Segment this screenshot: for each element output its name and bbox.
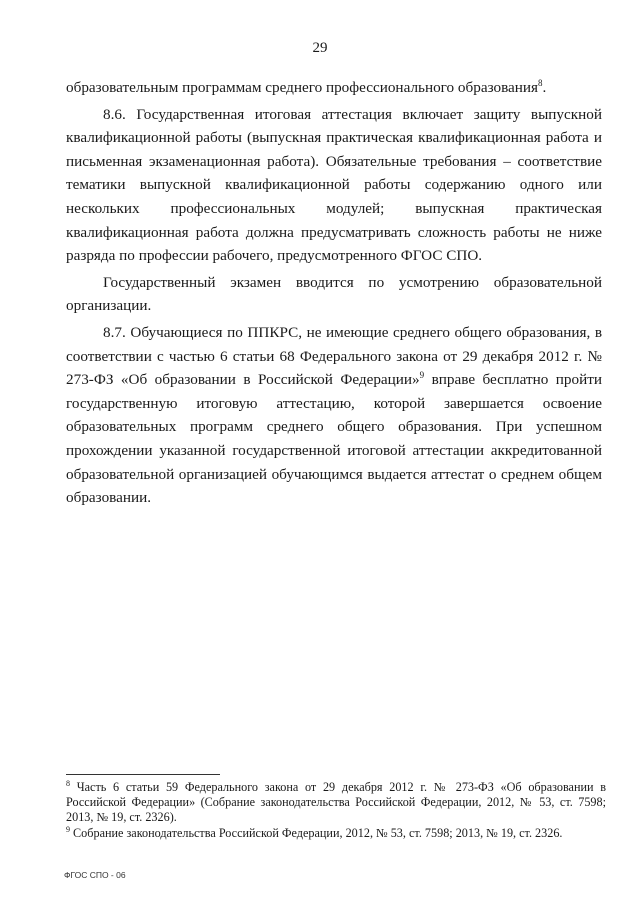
footnote-9-text: Собрание законодательства Российской Федерации, 2012, № 53, ст. 7598; 2013, № 19, ст. 2326. [70, 825, 563, 840]
paragraph-8-7 [66, 321, 602, 510]
footnote-8-text: Часть 6 статьи 59 Федерального закона от 29 декабря 2012 г. № 273-ФЗ «Об образовании в Российской Федерации» (Собрание законодательства Российской Федерации, 2012, № 53, ст. 7598; 2013, № 19, ст. 2326). [66, 780, 606, 825]
continued-paragraph-text: образовательным программам среднего профессионального образования [66, 79, 539, 96]
footnote-8 [66, 780, 606, 826]
footnote-ref-9[interactable]: 9 [419, 370, 425, 381]
footnote-9 [66, 826, 606, 841]
body-text [66, 76, 602, 513]
paragraph-8-7-text-a: 8.7. Обучающиеся по ППКРС, не имеющие среднего общего образования, в соответствии с частью 6 статьи 68 Федерального закона от 29 декабря 2012 г. № 273-ФЗ «Об образовании в Российской Федерации» [66, 323, 602, 389]
paragraph-8-7-text-b: вправе бесплатно пройти государственную итоговую аттестацию, которой завершается освоение образовательных программ среднего общего образования. При успешном прохождении указанной государственной итоговой аттестации аккредитованной образовательной организацией обучающимся выдается аттестат о среднем общем образовании. [66, 371, 602, 507]
paragraph-8-6: 8.6. Государственная итоговая аттестация включает защиту выпускной квалификационной работы (выпускная практическая квалификационная работа и письменная экзаменационная работа). Обязательные требования – соответствие тематики выпускной квалификационной работы содержанию одного или нескольких профессиональных модулей; выпускная практическая квалификационная работа должна предусматривать сложность работы не ниже разряда по профессии рабочего, предусмотренного ФГОС СПО. [66, 105, 602, 265]
page-number: 29 [312, 40, 328, 56]
continued-paragraph [66, 76, 602, 100]
footnote-ref-8[interactable]: 8 [538, 77, 543, 88]
footnote-mark-9: 9 [66, 824, 70, 834]
paragraph-state-exam: Государственный экзамен вводится по усмотрению образовательной организации. [66, 273, 602, 315]
footnote-mark-8: 8 [66, 778, 70, 788]
document-code-stamp: ФГОС СПО - 06 [64, 870, 126, 880]
footnotes [66, 780, 606, 841]
footnote-divider [66, 774, 220, 775]
continued-paragraph-tail: . [542, 79, 547, 96]
